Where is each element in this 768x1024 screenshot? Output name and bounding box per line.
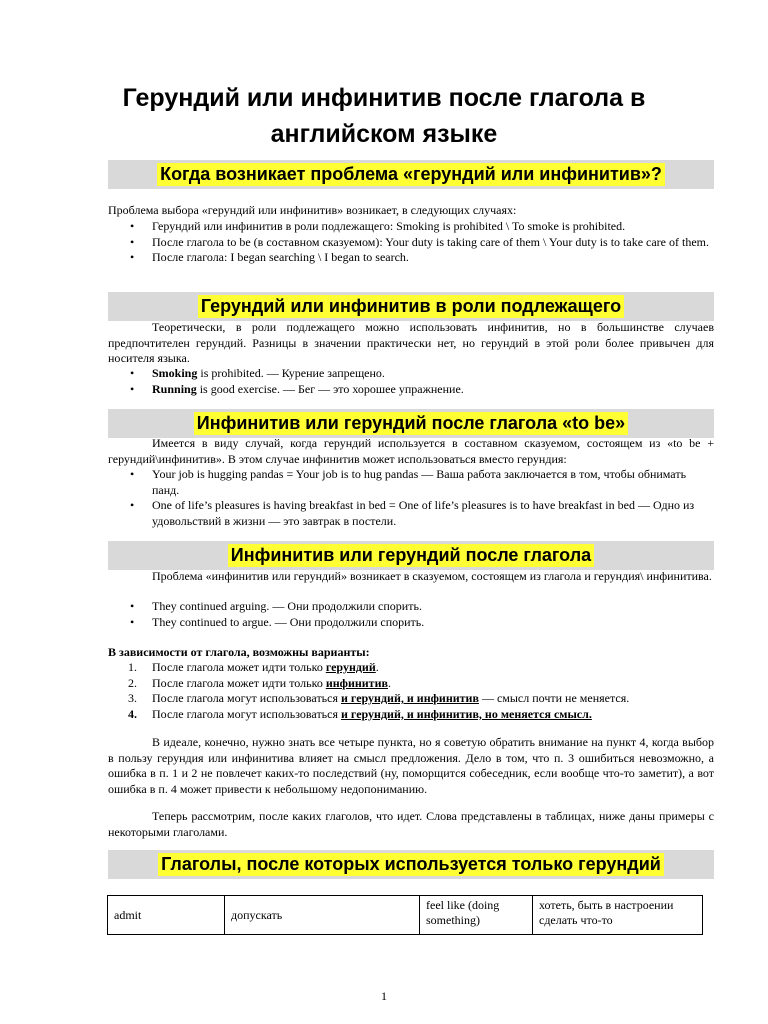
bullet-list <box>108 219 714 266</box>
list-item: 4. После глагола могут использоваться и герундий, и инфинитив, но меняется смысл. <box>128 706 592 721</box>
list-item: • Running is good exercise. — Бег — это хорошее упражнение. <box>130 381 464 396</box>
paragraph: Проблема выбора «герундий или инфинитив» возникает, в следующих случаях: <box>108 203 517 217</box>
paragraph: Проблема «инфинитив или герундий» возникает в сказуемом, состоящем из глагола и герундия\ инфинитива. <box>152 569 712 583</box>
section-heading: Глаголы, после которых используется только герундий <box>158 853 664 876</box>
bullet-list <box>108 599 714 630</box>
list-item: • После глагола: I began searching \ I began to search. <box>130 250 409 264</box>
verbs-table <box>107 895 703 935</box>
bullet-list <box>108 366 714 397</box>
section-heading-band <box>108 409 714 438</box>
list-item: • They continued to argue. — Они продолжили спорить. <box>130 614 425 629</box>
paragraph: Имеется в виду случай, когда герундий используется в составном сказуемом, состоящем из «to be + герундий\инфинитив». В этом случае инфинитив может использоваться вместо герундия: <box>108 436 714 466</box>
section-heading-band <box>108 541 714 570</box>
section-heading-band <box>108 160 714 189</box>
list-item: • Your job is hugging pandas = Your job is to hug pandas — Ваша работа заключается в том, чтобы обнимать панд. <box>130 467 687 497</box>
table-cell: хотеть, быть в настроении сделать что-то <box>533 896 703 935</box>
table-cell: admit <box>108 896 225 935</box>
list-item: • One of life’s pleasures is having breakfast in bed = One of life’s pleasures is to have breakfast in bed — Одно из удовольствий в жизни — это завтрак в постели. <box>130 498 695 528</box>
section-heading: Когда возникает проблема «герундий или инфинитив»? <box>157 163 665 186</box>
list-item: • Герундий или инфинитив в роли подлежащего: Smoking is prohibited \ To smoke is prohibited. <box>130 219 626 233</box>
list-item: 1. После глагола может идти только герундий. <box>128 660 379 674</box>
list-item: 3. После глагола могут использоваться и герундий, и инфинитив — смысл почти не меняется. <box>128 691 630 705</box>
section-heading: Инфинитив или герундий после глагола <box>228 544 594 567</box>
table-cell: допускать <box>225 896 420 935</box>
bullet-list <box>108 467 714 529</box>
paragraph: Теоретически, в роли подлежащего можно использовать инфинитив, но в большинстве случаев предпочтителен герундий. Разницы в значении практически нет, но герундий в этой роли более привычен для носителя языка. <box>108 320 714 365</box>
table-cell: feel like (doing something) <box>420 896 533 935</box>
paragraph: Теперь рассмотрим, после каких глаголов, что идет. Слова представлены в таблицах, ниже даны примеры с некоторыми глаголами. <box>108 809 714 839</box>
document-title: Герундий или инфинитив после глагола в английском языке <box>122 84 646 148</box>
section-heading: Инфинитив или герундий после глагола «to be» <box>194 412 628 435</box>
variants-title: В зависимости от глагола, возможны варианты: <box>108 645 370 659</box>
section-heading: Герундий или инфинитив в роли подлежащего <box>198 295 624 318</box>
section-heading-band <box>108 292 714 321</box>
list-item: • После глагола to be (в составном сказуемом): Your duty is taking care of them \ Your duty is to take care of them. <box>130 234 709 249</box>
list-item: • They continued arguing. — Они продолжили спорить. <box>130 599 422 613</box>
list-item: 2. После глагола может идти только инфинитив. <box>128 675 391 690</box>
list-item: • Smoking is prohibited. — Курение запрещено. <box>130 366 385 380</box>
paragraph: В идеале, конечно, нужно знать все четыре пункта, но я советую обратить внимание на пункт 4, когда выбор в пользу герундия или инфинитива влияет на смысл предложения. Дело в том, что п. 3 ошибиться невозможно, а ошибка в п. 1 и 2 не повлечет каких-то последствий (ну, поморщится собеседник, если вообще что-то заметит), а вот ошибка в п. 4 может привести к небольшому недопониманию. <box>108 735 714 796</box>
table-row <box>108 896 703 935</box>
page-number: 1 <box>381 989 387 1003</box>
section-heading-band <box>108 850 714 879</box>
numbered-list <box>108 660 714 722</box>
